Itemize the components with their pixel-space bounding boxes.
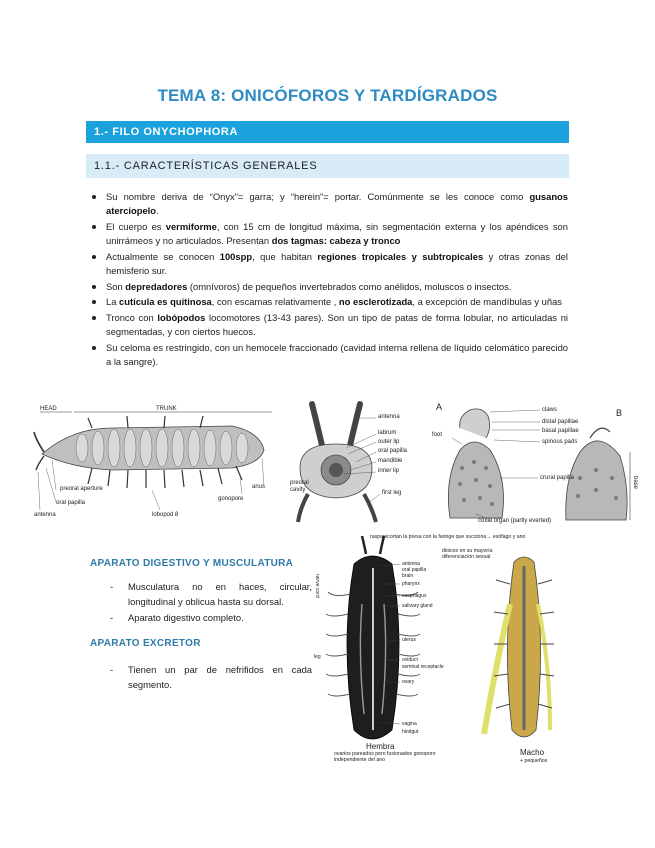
excretory-item: - Tienen un par de nefrifidos en cada segmento. (116, 663, 312, 692)
label-preoral-aperture: preoral aperture (60, 486, 103, 492)
label-distal-papillae: distal papillae (542, 419, 579, 425)
label-coxal-organ: coxal organ (partly everted) (478, 518, 552, 524)
label-oviduct: oviduct (402, 657, 418, 663)
bullet-item (92, 250, 568, 278)
bullet-dot-icon (92, 346, 96, 350)
bold-text: no esclerotizada (338, 296, 413, 308)
anatomy-figure-row (32, 398, 637, 528)
label-macho-note: + pequeños (520, 758, 548, 764)
bullet-dot-icon (92, 285, 96, 289)
text-run: Su celoma es restringido, con un hemocele fraccionado (cavidad interna rellena de líquido celomático parecido a la sangre). (106, 342, 568, 368)
bullet-item (92, 280, 568, 294)
text-run: locomotores (13-43 pares). Son un tipo de patas de forma lobular, no articuladas ni segmentadas, y con ciertos huecos. (106, 312, 568, 338)
label-antenna: antenna (402, 561, 421, 567)
label-crural-papilla: crural papilla (540, 475, 575, 481)
excretory-heading: APARATO EXCRETOR (90, 638, 201, 649)
label-hembra-note: ovarios pareados pero fusionados gonoporo independiente del ano (334, 751, 436, 763)
label-anus: anus (252, 484, 266, 490)
label-hembra: Hembra (366, 742, 395, 751)
label-oral-papilla: oral papilla (56, 500, 86, 506)
digestive-heading: APARATO DIGESTIVO Y MUSCULATURA (90, 558, 294, 569)
label-seminal: seminal receptacle (402, 664, 444, 670)
digestive-item: - Musculatura no en haces, circular, longitudinal y oblicua hasta su dorsal. (116, 580, 312, 609)
label-leg: leg (314, 654, 321, 660)
text-run: , que habitan (252, 250, 318, 262)
leg-detail-drawing (430, 398, 636, 526)
bullet-item (92, 341, 568, 369)
label-oral-papilla: oral papilla (402, 567, 427, 573)
excretory-item-text: Tienen un par de nefrifidos en cada segmento. (128, 664, 312, 690)
bullet-dot-icon (92, 316, 96, 320)
internal-anatomy-drawing (314, 534, 586, 770)
bullet-item (92, 220, 568, 248)
bold-text: cutícula es quitinosa (119, 296, 212, 308)
bold-text: lobópodos (157, 312, 206, 324)
bold-text: gusanos aterciopelo (106, 191, 568, 217)
label-preoral-cavity: preoral cavity (290, 480, 309, 493)
label-gonopore: gonopore (218, 496, 244, 502)
label-top-note: raspan/cortan la presa con la faringe que succiona→ esófago y ano (370, 534, 526, 540)
section-heading: 1.- FILO ONYCHOPHORA (86, 121, 569, 143)
label-labrum: labrum (378, 430, 397, 436)
label-outer-lip: outer lip (378, 439, 400, 445)
bold-text: dos tagmas: cabeza y tronco (271, 235, 401, 247)
head-ventral-figure (290, 398, 420, 526)
label-uterus: uterus (402, 637, 416, 643)
internal-anatomy-figure (314, 534, 586, 770)
label-dioicos: dioicos en su mayoría diferenciación sexual (442, 548, 493, 560)
label-claws: claws (542, 407, 558, 413)
bullet-dot-icon (92, 225, 96, 229)
label-basal-papillae: basal papillae (542, 428, 579, 434)
bullet-dot-icon (92, 195, 96, 199)
label-salivary: salivary gland (402, 603, 433, 609)
label-lobopod: lobopod 8 (152, 512, 179, 518)
label-base: base (632, 476, 638, 490)
label-vagina: vagina (402, 721, 417, 727)
onychophoran-body-figure (32, 398, 282, 526)
label-antenna: antenna (34, 512, 56, 518)
label-antenna: antenna (378, 414, 400, 420)
bullet-dot-icon (92, 255, 96, 259)
text-run: , con escamas relativamente , (211, 296, 339, 308)
characteristics-list (92, 190, 568, 371)
text-run: La (106, 296, 120, 308)
label-macho: Macho (520, 748, 545, 757)
label-hindgut: hindgut (402, 729, 419, 735)
bullet-item (92, 311, 568, 339)
subsection-heading: 1.1.- CARACTERÍSTICAS GENERALES (86, 154, 569, 178)
bullet-item (92, 190, 568, 218)
text-run: . (156, 205, 159, 217)
label-first-leg: first leg (382, 490, 402, 496)
text-run: y otras zonas del hemisferio sur. (106, 250, 568, 277)
bold-text: vermiforme (165, 220, 217, 232)
text-run: Su nombre deriva de “Onyx”= garra; y “herein”= portar. Comúnmente se les conoce como (106, 191, 530, 202)
label-a: A (436, 402, 443, 412)
bullet-dot-icon (92, 300, 96, 304)
digestive-item-text: Aparato digestivo completo. (128, 612, 244, 623)
label-ovary: ovary (402, 679, 415, 685)
page-title: TEMA 8: ONICÓFOROS Y TARDÍGRADOS (157, 86, 498, 105)
label-spinous-pads: spinous pads (542, 439, 578, 445)
bold-text: 100spp (219, 250, 253, 262)
label-b: B (616, 408, 623, 418)
text-run: El cuerpo es (106, 220, 166, 232)
bold-text: depredadores (125, 280, 188, 292)
label-foot: foot (432, 432, 443, 438)
leg-detail-figure (430, 398, 636, 526)
label-pharynx: pharynx (402, 581, 420, 587)
text-run: Son (106, 280, 126, 292)
onychophoran-body-drawing (32, 398, 282, 526)
label-oral-papilla: oral papilla (378, 448, 408, 454)
label-inner-lip: inner lip (378, 468, 400, 474)
label-mandible: mandible (378, 458, 403, 464)
label-brain: brain (402, 573, 414, 579)
text-run: (omnívoros) de pequeños invertebrados como anélidos, moluscos o insectos. (187, 280, 512, 292)
text-run: Tronco con (106, 312, 158, 324)
text-run: , a excepción de mandíbulas y uñas (412, 296, 562, 308)
label-esophagus: esophagus (402, 593, 427, 599)
bold-text: regiones tropicales y subtropicales (317, 250, 484, 262)
text-run: Actualmente se conocen (106, 250, 220, 262)
text-run: , con 15 cm de longitud máxima, sin segmentación externa y los apéndices son unirrámeos y no articulados. Presentan (106, 220, 568, 247)
label-nerve-cord: nerve cord (314, 574, 320, 598)
bullet-item (92, 295, 568, 309)
digestive-item-text: Musculatura no en haces, circular, longitudinal y oblicua hasta su dorsal. (128, 581, 312, 607)
label-head: HEAD (40, 406, 57, 412)
digestive-item: - Aparato digestivo completo. (116, 611, 312, 626)
label-trunk: TRUNK (156, 406, 177, 412)
